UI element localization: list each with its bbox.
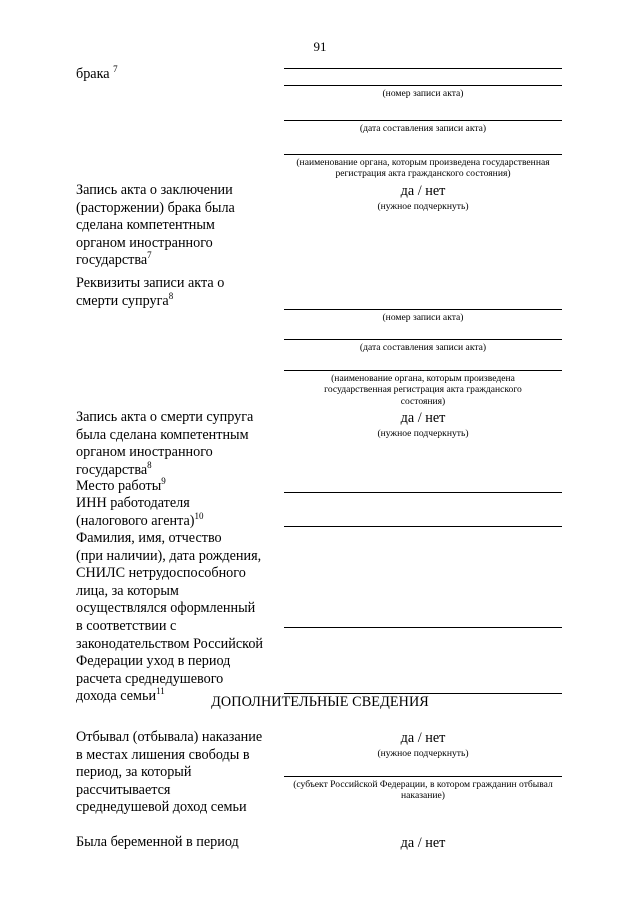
pregnant-label: Была беременной в период	[76, 834, 239, 850]
marriage-record-number-caption: (номер записи акта)	[382, 88, 464, 99]
footnote-ref: 8	[147, 459, 152, 470]
label-line: осуществлялся оформленный	[76, 600, 256, 617]
label-line: период, за который	[76, 764, 192, 781]
label-line: органом иностранного	[76, 234, 213, 251]
death-record-date-caption: (дата составления записи акта)	[359, 342, 487, 353]
label-line: лица, за которым	[76, 582, 179, 599]
label-line: Федерации уход в период	[76, 653, 231, 670]
label-line: органом иностранного	[76, 444, 213, 461]
label-line: Место работы	[76, 478, 162, 494]
label-line: Фамилия, имя, отчество	[76, 530, 222, 546]
death-registrar-caption: (наименование органа, которым произведена государственная регистрация акта гражданского состояния)	[324, 373, 522, 407]
death-record-number-line[interactable]	[284, 309, 562, 310]
marriage-record-date-line[interactable]	[284, 120, 562, 121]
label-line: дохода семьи	[76, 688, 157, 705]
marriage-foreign-label	[76, 182, 235, 270]
inn-line[interactable]	[284, 526, 562, 527]
label-line: смерти супруга	[76, 292, 169, 309]
label-line: сделана компетентным	[76, 217, 215, 234]
label-line: была сделана компетентным	[76, 426, 249, 443]
label-line: Реквизиты записи акта о	[76, 275, 225, 291]
death-foreign-hint: (нужное подчеркнуть)	[377, 428, 469, 439]
label-line: СНИЛС нетрудоспособного	[76, 565, 246, 582]
section-heading: ДОПОЛНИТЕЛЬНЫЕ СВЕДЕНИЯ	[211, 694, 429, 710]
footnote-ref: 7	[113, 64, 118, 74]
marriage-label-tail	[76, 66, 118, 84]
pregnant-answer[interactable]: да / нет	[400, 835, 446, 851]
death-record-number-caption: (номер записи акта)	[382, 312, 464, 323]
page-number: 91	[313, 39, 327, 54]
label-line: государства	[76, 461, 148, 478]
label-line: (расторжении) брака была	[76, 199, 235, 216]
label-line: Запись акта о заключении	[76, 182, 233, 198]
label-line: Запись акта о смерти супруга	[76, 409, 254, 425]
workplace-label	[76, 478, 166, 496]
label-line: законодательством Российской	[76, 635, 264, 652]
footnote-ref: 11	[156, 686, 165, 697]
prison-region-line[interactable]	[284, 776, 562, 777]
label-line: Отбывал (отбывала) наказание	[76, 729, 263, 745]
marriage-foreign-hint: (нужное подчеркнуть)	[377, 201, 469, 212]
carer-line-1[interactable]	[284, 627, 562, 628]
death-label	[76, 275, 224, 310]
prison-region-caption: (субъект Российской Федерации, в котором гражданин отбывал наказание)	[293, 779, 553, 802]
marriage-registrar-line[interactable]	[284, 154, 562, 155]
prison-label	[76, 729, 262, 817]
marriage-registrar-caption: (наименование органа, которым произведена государственная регистрация акта гражданского состояния)	[296, 157, 550, 180]
workplace-line[interactable]	[284, 492, 562, 493]
death-registrar-line[interactable]	[284, 370, 562, 371]
prison-answer[interactable]: да / нет	[400, 730, 446, 746]
label-line: (при наличии), дата рождения,	[76, 547, 262, 564]
label-line: (налогового агента)	[76, 512, 195, 529]
marriage-foreign-answer[interactable]: да / нет	[400, 183, 446, 199]
death-foreign-answer[interactable]: да / нет	[400, 410, 446, 426]
death-record-date-line[interactable]	[284, 339, 562, 340]
inn-label	[76, 495, 204, 530]
label-line: в местах лишения свободы в	[76, 746, 250, 763]
prison-hint: (нужное подчеркнуть)	[377, 748, 469, 759]
marriage-record-date-caption: (дата составления записи акта)	[359, 123, 487, 134]
footnote-ref: 9	[161, 476, 166, 486]
label-line: ИНН работодателя	[76, 495, 190, 511]
marriage-top-line	[284, 68, 562, 69]
label-line: среднедушевой доход семьи	[76, 799, 247, 816]
label-line: расчета среднедушевого	[76, 670, 224, 687]
label-line: рассчитывается	[76, 781, 171, 798]
label-line: в соответствии с	[76, 617, 177, 634]
marriage-label-text: брака	[76, 66, 110, 82]
label-line: государства	[76, 252, 148, 269]
footnote-ref: 7	[147, 250, 152, 261]
death-foreign-label	[76, 409, 253, 479]
marriage-record-number-line[interactable]	[284, 85, 562, 86]
carer-label	[76, 530, 263, 706]
footnote-ref: 8	[168, 290, 174, 301]
footnote-ref: 10	[194, 510, 204, 521]
